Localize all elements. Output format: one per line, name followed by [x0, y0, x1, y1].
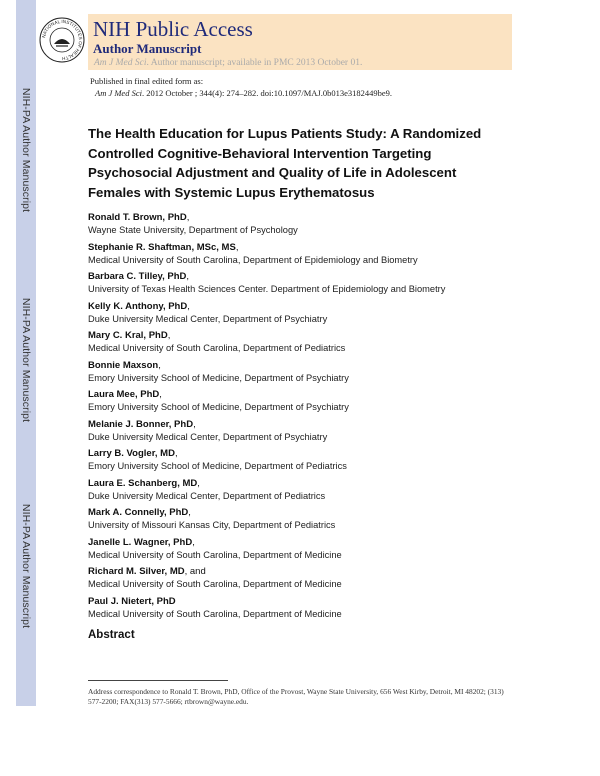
- author-entry: [88, 566, 518, 596]
- sidebar-label-1: NIH-PA Author Manuscript: [20, 87, 33, 213]
- article-title: The Health Education for Lupus Patients Study: A Randomized Controlled Cognitive-Behavioral Intervention Targeting Psychosocial Adjustment and Quality of Life in Adolescent Females with Systemic Lupus Erythematosus: [88, 126, 482, 200]
- author-affiliation: Emory University School of Medicine, Department of Psychiatry: [88, 402, 349, 412]
- author-name: Larry B. Vogler, MD,: [88, 448, 178, 459]
- author-entry: [88, 507, 518, 537]
- banner-note-text: . Author manuscript; available in PMC 2013 October 01.: [146, 58, 363, 68]
- author-affiliation: Duke University Medical Center, Department of Pediatrics: [88, 490, 326, 501]
- sidebar-label-3: NIH-PA Author Manuscript: [20, 503, 33, 629]
- author-affiliation: Medical University of South Carolina, Department of Epidemiology and Biometry: [88, 254, 418, 265]
- author-affiliation: Duke University Medical Center, Department of Psychiatry: [88, 431, 328, 442]
- author-entry: [88, 242, 518, 272]
- author-list: [88, 212, 518, 625]
- author-affiliation: Medical University of South Carolina, Department of Medicine: [88, 579, 342, 589]
- citation-journal: Am J Med Sci: [95, 88, 142, 98]
- author-affiliation: Duke University Medical Center, Department of Psychiatry: [88, 313, 328, 324]
- author-name: Richard M. Silver, MD, and: [88, 566, 206, 577]
- published-line: Published in final edited form as:: [90, 76, 204, 86]
- author-entry: [88, 212, 518, 242]
- footnote-divider: [88, 680, 228, 681]
- author-affiliation: Medical University of South Carolina, Department of Pediatrics: [88, 343, 346, 353]
- author-entry: [88, 301, 518, 331]
- author-name: Bonnie Maxson,: [88, 359, 161, 371]
- nih-banner: [88, 14, 512, 70]
- author-name: Barbara C. Tilley, PhD,: [88, 271, 190, 282]
- author-name: Janelle L. Wagner, PhD,: [88, 536, 195, 548]
- author-name: Stephanie R. Shaftman, MSc, MS,: [88, 241, 239, 253]
- author-affiliation: Emory University School of Medicine, Department of Psychiatry: [88, 372, 349, 383]
- author-entry: [88, 271, 518, 301]
- abstract-heading: Abstract: [88, 629, 135, 641]
- author-affiliation: Wayne State University, Department of Psychology: [88, 225, 298, 235]
- author-affiliation: Medical University of South Carolina, Department of Medicine: [88, 608, 342, 619]
- author-affiliation: Medical University of South Carolina, Department of Medicine: [88, 549, 342, 560]
- author-name: Mark A. Connelly, PhD,: [88, 507, 191, 518]
- author-name: Laura Mee, PhD,: [88, 389, 162, 400]
- author-name: Mary C. Kral, PhD,: [88, 330, 171, 341]
- author-affiliation: Emory University School of Medicine, Department of Pediatrics: [88, 461, 347, 471]
- citation-details: . 2012 October ; 344(4): 274–282. doi:10.1097/MAJ.0b013e3182449be9.: [141, 88, 392, 98]
- sidebar-label-2: NIH-PA Author Manuscript: [20, 297, 33, 423]
- banner-note-journal: Am J Med Sci: [94, 58, 147, 68]
- logo-text: NATIONAL INSTITUTES OF HEALTH: [41, 18, 84, 62]
- author-entry: [88, 596, 518, 626]
- banner-note: [94, 58, 362, 68]
- author-affiliation: University of Texas Health Sciences Center. Department of Epidemiology and Biometry: [88, 284, 446, 294]
- author-name: Paul J. Nietert, PhD: [88, 595, 176, 607]
- author-affiliation: University of Missouri Kansas City, Department of Pediatrics: [88, 520, 336, 530]
- author-name: Kelly K. Anthony, PhD,: [88, 300, 190, 312]
- author-entry: [88, 389, 518, 419]
- author-name: Laura E. Schanberg, MD,: [88, 477, 200, 489]
- correspondence-footnote: Address correspondence to Ronald T. Brown, PhD, Office of the Provost, Wayne State University, 656 West Kirby, Detroit, MI 48202; (313) 577-2200; FAX(313) 577-5666; rtbrown@wayne.edu.: [88, 687, 504, 706]
- author-name: Melanie J. Bonner, PhD,: [88, 418, 196, 430]
- publication-info: [90, 75, 392, 99]
- author-entry: [88, 448, 518, 478]
- banner-title: NIH Public Access: [93, 17, 253, 41]
- author-entry: [88, 537, 518, 567]
- nih-logo: [38, 16, 86, 64]
- citation-line: [90, 87, 392, 99]
- author-entry: [88, 419, 518, 449]
- author-name: Ronald T. Brown, PhD,: [88, 212, 190, 223]
- author-entry: [88, 360, 518, 390]
- banner-subtitle: Author Manuscript: [93, 41, 202, 56]
- author-entry: [88, 330, 518, 360]
- author-entry: [88, 478, 518, 508]
